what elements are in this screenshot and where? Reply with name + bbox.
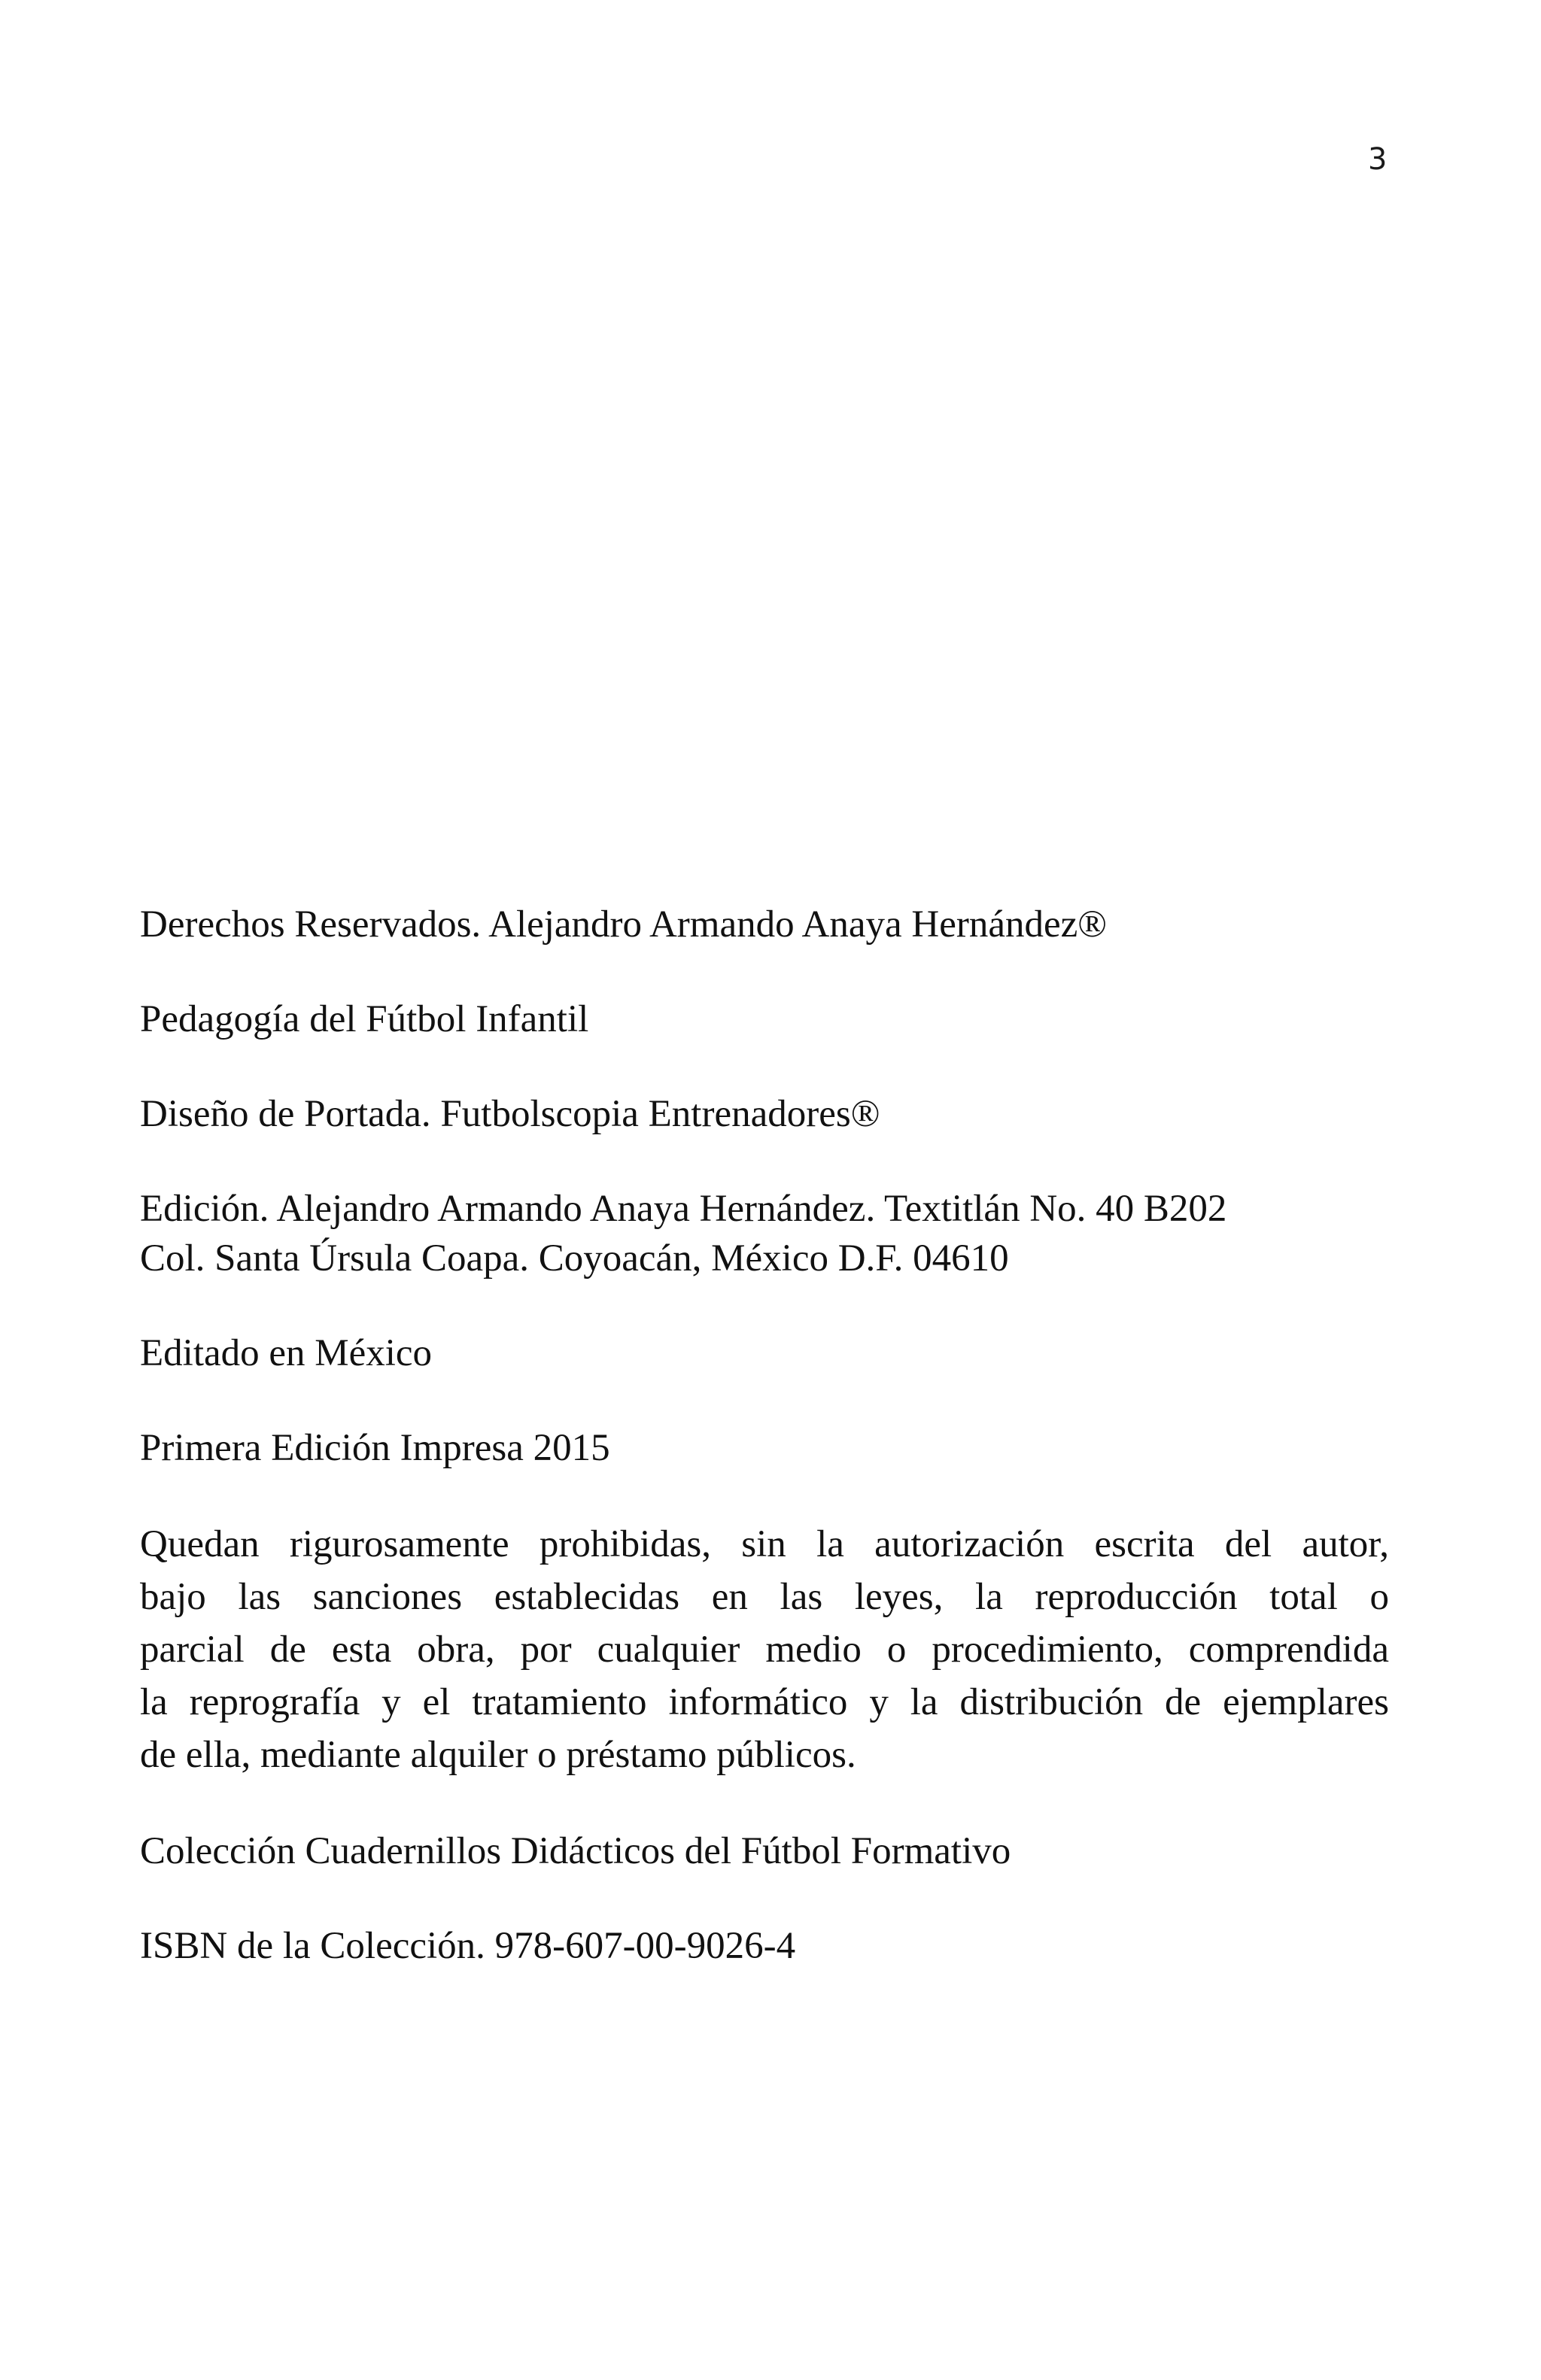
collection-name: [140, 1826, 1389, 1876]
isbn-text: ISBN de la Colección. 978-607-00-9026-4: [140, 1925, 796, 1967]
book-title: [140, 994, 1389, 1044]
cover-design-text: Diseño de Portada. Futbolscopia Entrenadores®: [140, 1093, 880, 1135]
edition-line-1: Edición. Alejandro Armando Anaya Hernández. Textitlán No. 40 B202: [140, 1188, 1227, 1230]
copyright-page-content: [140, 900, 1389, 1971]
legal-notice: [140, 1518, 1389, 1781]
isbn: [140, 1921, 1389, 1971]
legal-line: parcial de esta obra, por cualquier medio o procedimiento, comprendida: [140, 1629, 1389, 1671]
collection-text: Colección Cuadernillos Didácticos del Fútbol Formativo: [140, 1830, 1011, 1872]
cover-design-credit: [140, 1089, 1389, 1139]
legal-line: Quedan rigurosamente prohibidas, sin la autorización escrita del autor,: [140, 1523, 1389, 1565]
legal-line: la reprografía y el tratamiento informático y la distribución de ejemplares: [140, 1681, 1389, 1723]
published-in-text: Editado en México: [140, 1332, 433, 1374]
edition-credit: [140, 1184, 1389, 1283]
legal-line: bajo las sanciones establecidas en las leyes, la reproducción total o: [140, 1576, 1389, 1618]
book-title-text: Pedagogía del Fútbol Infantil: [140, 998, 589, 1040]
first-edition: [140, 1423, 1389, 1473]
rights-statement: [140, 900, 1389, 949]
rights-text: Derechos Reservados. Alejandro Armando Anaya Hernández®: [140, 903, 1107, 946]
legal-line: de ella, mediante alquiler o préstamo públicos.: [140, 1734, 856, 1776]
published-in: [140, 1328, 1389, 1378]
page-number: 3: [1368, 142, 1388, 177]
first-edition-text: Primera Edición Impresa 2015: [140, 1427, 610, 1469]
edition-line-2: Col. Santa Úrsula Coapa. Coyoacán, México D.F. 04610: [140, 1237, 1009, 1280]
